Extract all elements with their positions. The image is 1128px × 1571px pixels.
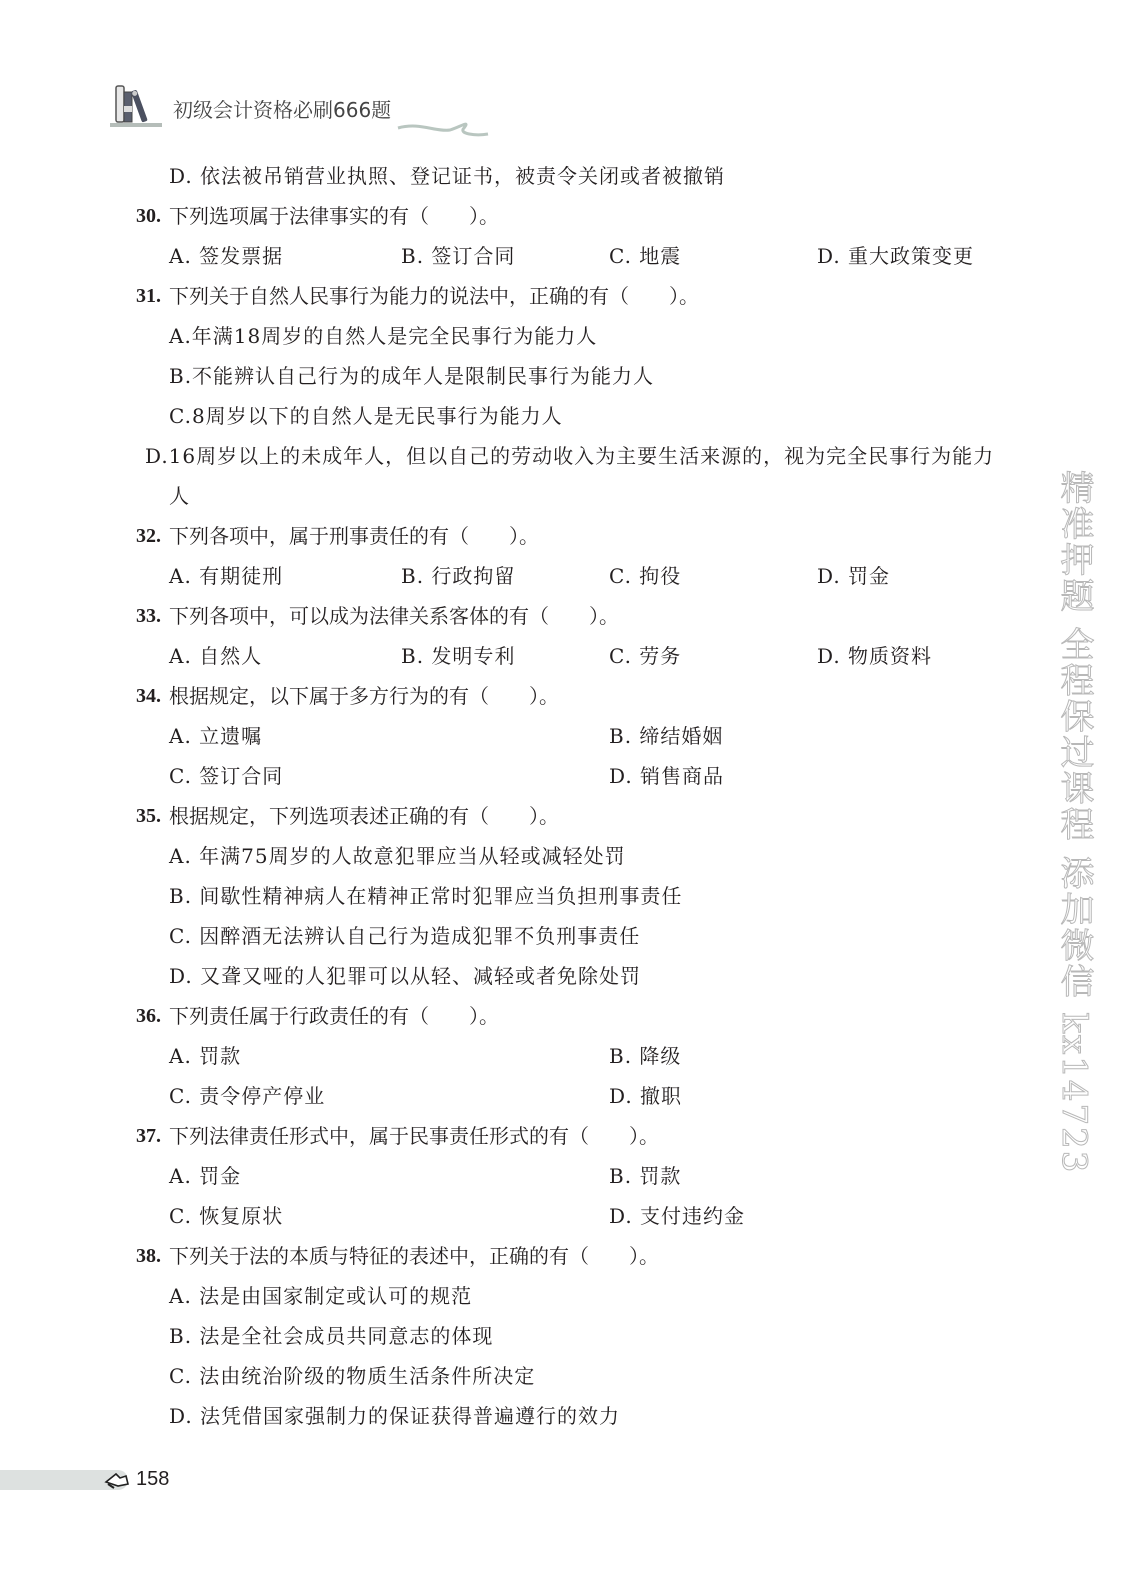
question-stem-row <box>0 516 1010 556</box>
question-stem-row <box>0 276 1010 316</box>
question-stem: 根据规定，下列选项表述正确的有（ ）。 <box>169 804 559 828</box>
question-stem: 下列选项属于法律事实的有（ ）。 <box>169 204 499 228</box>
option-row <box>0 396 1010 436</box>
option-row <box>0 1316 1010 1356</box>
option-row <box>0 356 1010 396</box>
option-text: B. 间歇性精神病人在精神正常时犯罪应当负担刑事责任 <box>169 884 683 908</box>
question-stem: 根据规定，以下属于多方行为的有（ ）。 <box>169 684 559 708</box>
question-stem-row <box>0 196 1010 236</box>
option-text: D. 支付违约金 <box>609 1204 746 1228</box>
option-text: B. 发明专利 <box>401 644 516 668</box>
option-row <box>0 836 1010 876</box>
option-row <box>0 156 1000 196</box>
decorative-swirl-icon <box>350 118 490 147</box>
option-text: B. 降级 <box>609 1044 682 1068</box>
question-stem: 下列各项中，可以成为法律关系客体的有（ ）。 <box>169 604 619 628</box>
option-text: D. 依法被吊销营业执照、登记证书，被责令关闭或者被撤销 <box>169 164 726 188</box>
option-row <box>0 716 1010 756</box>
option-text: D. 重大政策变更 <box>817 244 975 268</box>
books-logo-icon <box>110 84 162 133</box>
option-text: A. 自然人 <box>169 644 263 668</box>
option-text: C. 拘役 <box>609 564 682 588</box>
option-row <box>0 556 1010 596</box>
page-number: 158 <box>136 1468 170 1490</box>
question-stem-row <box>0 1236 1010 1276</box>
option-text: C. 因醉酒无法辨认自己行为造成犯罪不负刑事责任 <box>169 924 641 948</box>
pen-hand-icon <box>104 1470 132 1495</box>
option-row <box>0 1396 1010 1436</box>
question-stem-row <box>0 596 1010 636</box>
question-stem: 下列法律责任形式中，属于民事责任形式的有（ ）。 <box>169 1124 659 1148</box>
option-row <box>0 916 1010 956</box>
option-text: D. 撤职 <box>609 1084 683 1108</box>
option-text: B. 签订合同 <box>401 244 516 268</box>
option-text: D. 法凭借国家强制力的保证获得普遍遵行的效力 <box>169 1404 621 1428</box>
question-stem: 下列责任属于行政责任的有（ ）。 <box>169 1004 499 1028</box>
option-text: D. 又聋又哑的人犯罪可以从轻、减轻或者免除处罚 <box>169 964 642 988</box>
option-row <box>0 876 1010 916</box>
question-list <box>0 196 1010 1436</box>
question-number: 31. <box>136 285 161 307</box>
option-text: C. 法由统治阶级的物质生活条件所决定 <box>169 1364 536 1388</box>
option-row <box>0 236 1010 276</box>
option-text: A. 签发票据 <box>169 244 284 268</box>
option-text: B. 行政拘留 <box>401 564 516 588</box>
option-text: A. 立遗嘱 <box>169 724 263 748</box>
option-row <box>0 636 1010 676</box>
question-number: 34. <box>136 685 161 707</box>
option-text: B. 缔结婚姻 <box>609 724 724 748</box>
option-row <box>0 1196 1010 1236</box>
option-text: C. 劳务 <box>609 644 682 668</box>
option-row <box>0 1356 1010 1396</box>
option-text: A. 罚金 <box>169 1164 242 1188</box>
option-row <box>0 956 1010 996</box>
question-stem: 下列各项中，属于刑事责任的有（ ）。 <box>169 524 539 548</box>
option-row <box>0 1076 1010 1116</box>
question-stem: 下列关于自然人民事行为能力的说法中，正确的有（ ）。 <box>169 284 699 308</box>
question-stem-row <box>0 676 1010 716</box>
option-text: A.年满18周岁的自然人是完全民事行为能力人 <box>169 324 598 348</box>
option-text: A. 年满75周岁的人故意犯罪应当从轻或减轻处罚 <box>169 844 626 868</box>
option-text: B. 罚款 <box>609 1164 682 1188</box>
option-text: A. 有期徒刑 <box>169 564 284 588</box>
option-row <box>0 1156 1010 1196</box>
option-text: C. 责令停产停业 <box>169 1084 326 1108</box>
option-text: D. 罚金 <box>817 564 891 588</box>
option-row <box>0 436 1010 516</box>
question-number: 38. <box>136 1245 161 1267</box>
question-stem: 下列关于法的本质与特征的表述中，正确的有（ ）。 <box>169 1244 659 1268</box>
option-row <box>0 316 1010 356</box>
option-text: B. 法是全社会成员共同意志的体现 <box>169 1324 494 1348</box>
option-text: C. 地震 <box>609 244 682 268</box>
option-row <box>0 756 1010 796</box>
option-text: D. 物质资料 <box>817 644 933 668</box>
option-text: C. 恢复原状 <box>169 1204 284 1228</box>
question-number: 33. <box>136 605 161 627</box>
question-stem-row <box>0 1116 1010 1156</box>
option-row <box>0 1276 1010 1316</box>
option-text: D.16周岁以上的未成年人，但以自己的劳动收入为主要生活来源的，视为完全民事行为能力人 <box>145 444 995 508</box>
option-text: B.不能辨认自己行为的成年人是限制民事行为能力人 <box>169 364 655 388</box>
option-text: D. 销售商品 <box>609 764 725 788</box>
question-stem-row <box>0 996 1010 1036</box>
option-text: A. 法是由国家制定或认可的规范 <box>169 1284 473 1308</box>
option-row <box>0 1036 1010 1076</box>
option-text: A. 罚款 <box>169 1044 242 1068</box>
question-number: 32. <box>136 525 161 547</box>
option-text: C.8周岁以下的自然人是无民事行为能力人 <box>169 404 563 428</box>
question-number: 35. <box>136 805 161 827</box>
option-text: C. 签订合同 <box>169 764 284 788</box>
watermark: 精准押题 全程保过课程 添加微信 kx14723 <box>1054 470 1094 1175</box>
question-number: 37. <box>136 1125 161 1147</box>
question-stem-row <box>0 796 1010 836</box>
question-number: 30. <box>136 205 161 227</box>
question-number: 36. <box>136 1005 161 1027</box>
header-title: 初级会计资格必刷666题 <box>173 98 392 122</box>
